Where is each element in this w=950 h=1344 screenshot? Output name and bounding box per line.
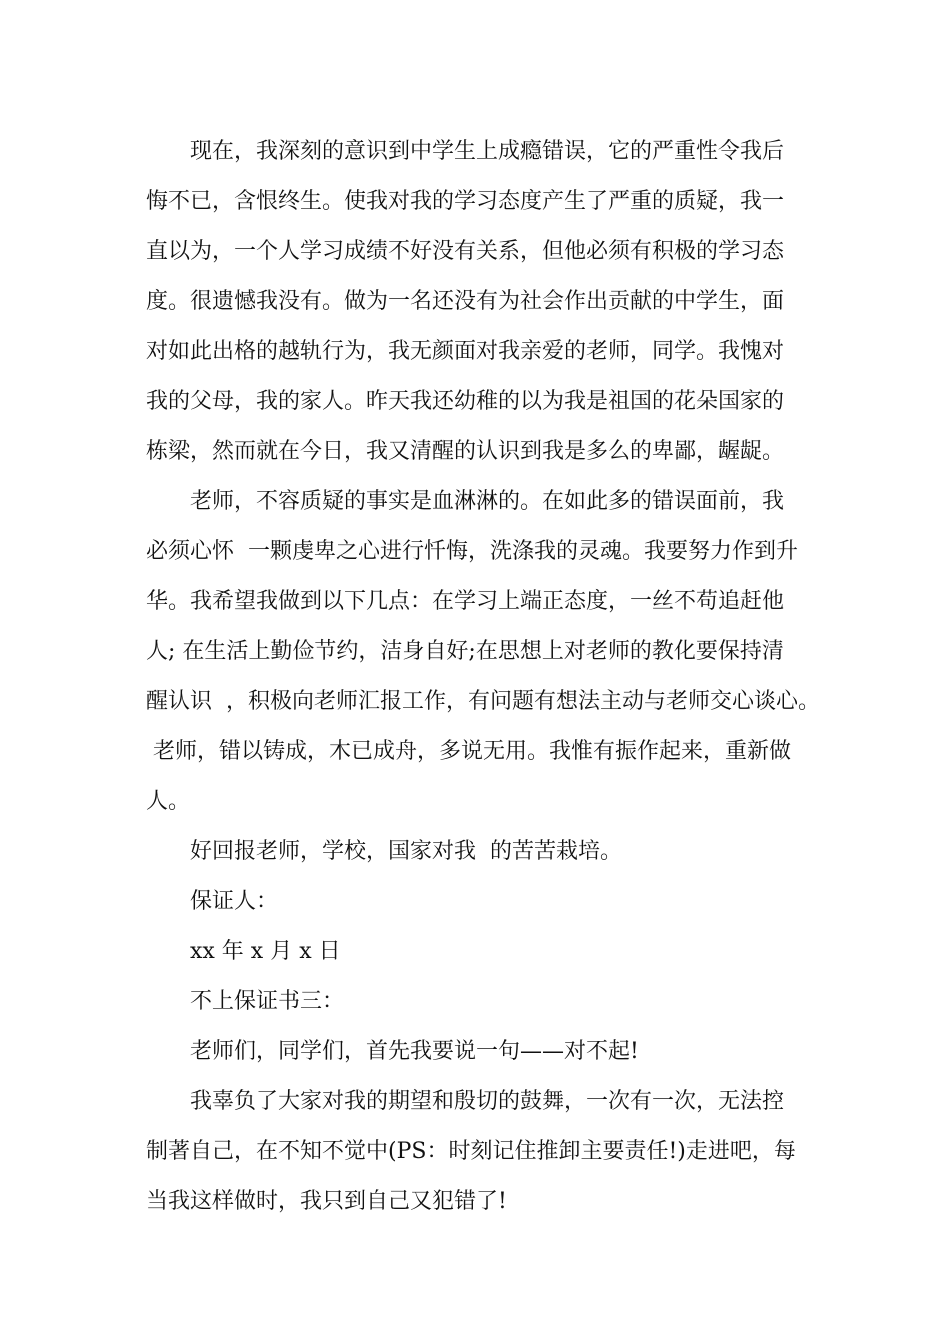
paragraph-line: 制著自己，在不知不觉中(PS：时刻记住推卸主要责任!)走进吧，每 [146,1139,796,1164]
section-heading: 不上保证书三： [190,989,345,1014]
paragraph-line: 人。 [146,789,191,814]
paragraph-line: 悔不已，含恨终生。使我对我的学习态度产生了严重的质疑，我一 [146,189,785,214]
paragraph-line: 老师们，同学们，首先我要说一句——对不起! [190,1039,639,1064]
paragraph-line: 醒认识 ，积极向老师汇报工作，有问题有想法主动与老师交心谈心。 [146,689,820,714]
paragraph-line: 直以为，一个人学习成绩不好没有关系，但他必须有积极的学习态 [146,239,785,264]
paragraph-line: 度。很遗憾我没有。做为一名还没有为社会作出贡献的中学生，面 [146,289,785,314]
paragraph-line: 人; 在生活上勤俭节约，洁身自好;在思想上对老师的教化要保持清 [146,639,784,664]
paragraph-line: 老师，错以铸成，木已成舟，多说无用。我惟有振作起来，重新做 [146,739,791,764]
paragraph-line: 现在，我深刻的意识到中学生上成瘾错误，它的严重性令我后 [190,139,785,164]
paragraph-line: 栋梁，然而就在今日，我又清醒的认识到我是多么的卑鄙，龌龊。 [146,439,785,464]
paragraph-line: 对如此出格的越轨行为，我无颜面对我亲爱的老师，同学。我愧对 [146,339,785,364]
paragraph-line: 好回报老师，学校，国家对我 的苦苦栽培。 [190,839,622,864]
paragraph-line: 当我这样做时，我只到自己又犯错了! [146,1189,507,1214]
guarantor-label: 保证人： [190,889,279,914]
paragraph-line: 我的父母，我的家人。昨天我还幼稚的以为我是祖国的花朵国家的 [146,389,785,414]
paragraph-line: 必须心怀 一颗虔卑之心进行忏悔，洗涤我的灵魂。我要努力作到升 [146,539,798,564]
paragraph-line: 我辜负了大家对我的期望和殷切的鼓舞，一次有一次，无法控 [190,1089,785,1114]
date-line: xx 年 x 月 x 日 [190,939,341,964]
paragraph-line: 华。我希望我做到以下几点：在学习上端正态度，一丝不苟追赶他 [146,589,785,614]
paragraph-line: 老师，不容质疑的事实是血淋淋的。在如此多的错误面前，我 [190,489,785,514]
